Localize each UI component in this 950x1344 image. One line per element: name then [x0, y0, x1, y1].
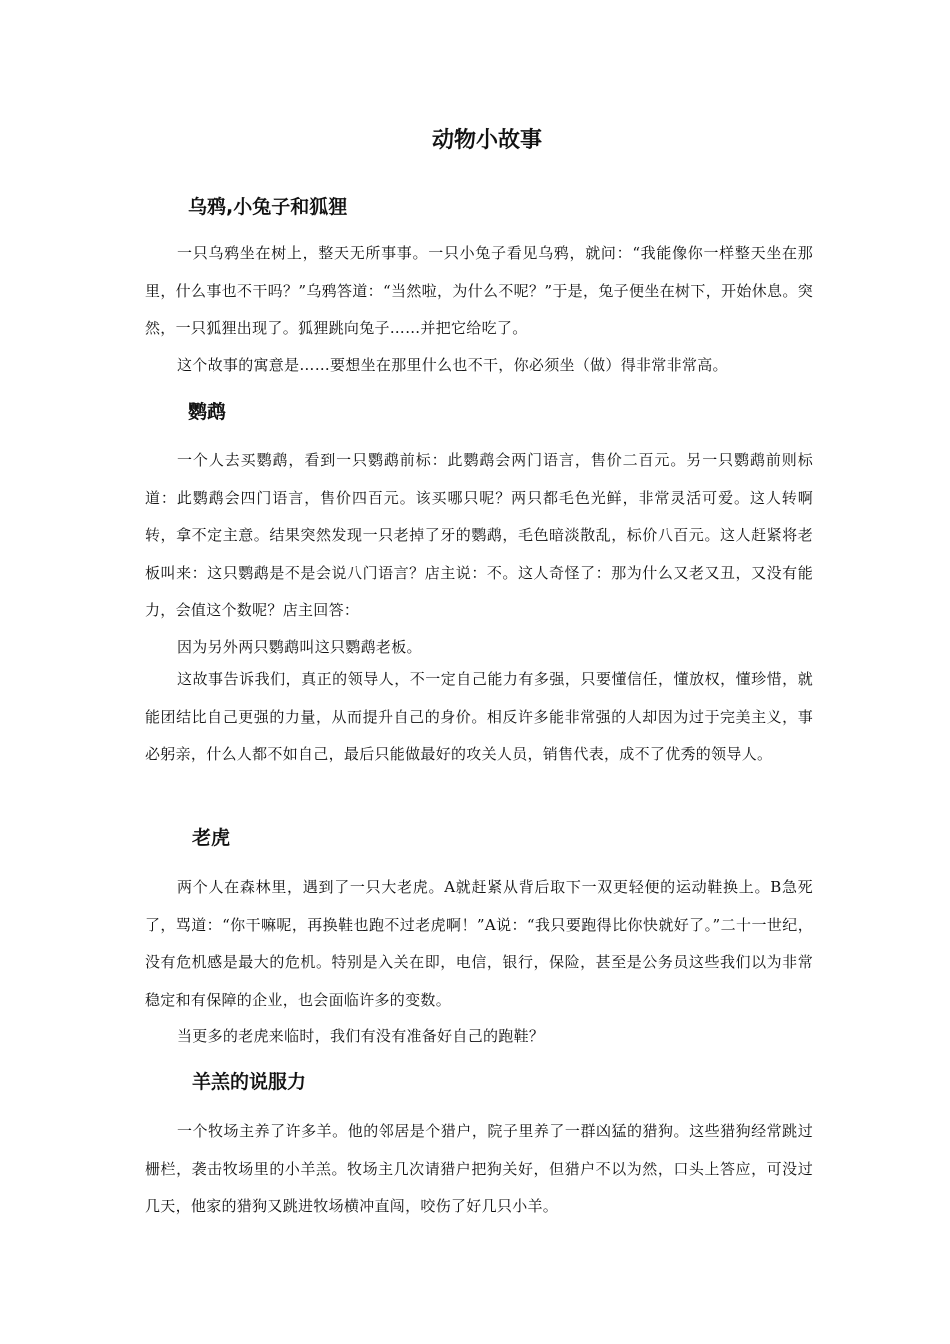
paragraph: 一个人去买鹦鹉，看到一只鹦鹉前标：此鹦鹉会两门语言，售价二百元。另一只鹦鹉前则标道：此鹦鹉会四门语言，售价四百元。该买哪只呢？两只都毛色光鲜，非常灵活可爱。这人转啊转，拿不定主意。结果突然发现一只老掉了牙的鹦鹉，毛色暗淡散乱，标价八百元。这人赶紧将老板叫来：这只鹦鹉是不是会说八门语言？店主说：不。这人奇怪了：那为什么又老又丑，又没有能力，会值这个数呢？店主回答： [145, 451, 813, 619]
paragraph: 当更多的老虎来临时，我们有没有准备好自己的跑鞋？ [177, 1027, 545, 1045]
section-heading-lamb: 羊羔的说服力 [192, 1071, 307, 1093]
section-heading-tiger: 老虎 [192, 827, 231, 849]
section-heading-crow: 乌鸦,小兔子和狐狸 [188, 196, 348, 218]
document-title: 动物小故事 [431, 128, 542, 153]
paragraph: 一个牧场主养了许多羊。他的邻居是个猎户，院子里养了一群凶猛的猎狗。这些猎狗经常跳过栅栏，袭击牧场里的小羊羔。牧场主几次请猎户把狗关好，但猎户不以为然，口头上答应，可没过几天，他家的猎狗又跳进牧场横冲直闯，咬伤了好几只小羊。 [145, 1122, 813, 1215]
section-heading-parrot: 鹦鹉 [188, 401, 227, 423]
paragraph: 这故事告诉我们，真正的领导人，不一定自己能力有多强，只要懂信任，懂放权，懂珍惜，就能团结比自己更强的力量，从而提升自己的身价。相反许多能非常强的人却因为过于完美主义，事必躬亲，什么人都不如自己，最后只能做最好的攻关人员，销售代表，成不了优秀的领导人。 [145, 670, 813, 763]
paragraph: 因为另外两只鹦鹉叫这只鹦鹉老板。 [177, 638, 422, 656]
paragraph: 这个故事的寓意是……要想坐在那里什么也不干，你必须坐（做）得非常非常高。 [177, 356, 728, 374]
paragraph: 一只乌鸦坐在树上，整天无所事事。一只小兔子看见乌鸦，就问：“我能像你一样整天坐在那里，什么事也不干吗？”乌鸦答道：“当然啦，为什么不呢？”于是，兔子便坐在树下，开始休息。突然，一只狐狸出现了。狐狸跳向兔子……并把它给吃了。 [145, 244, 813, 337]
paragraph: 两个人在森林里，遇到了一只大老虎。A就赶紧从背后取下一双更轻便的运动鞋换上。B急死了，骂道：“你干嘛呢，再换鞋也跑不过老虎啊！”A说：“我只要跑得比你快就好了。”二十一世纪，没有危机感是最大的危机。特别是入关在即，电信，银行，保险，甚至是公务员这些我们以为非常稳定和有保障的企业，也会面临许多的变数。 [145, 878, 813, 1009]
